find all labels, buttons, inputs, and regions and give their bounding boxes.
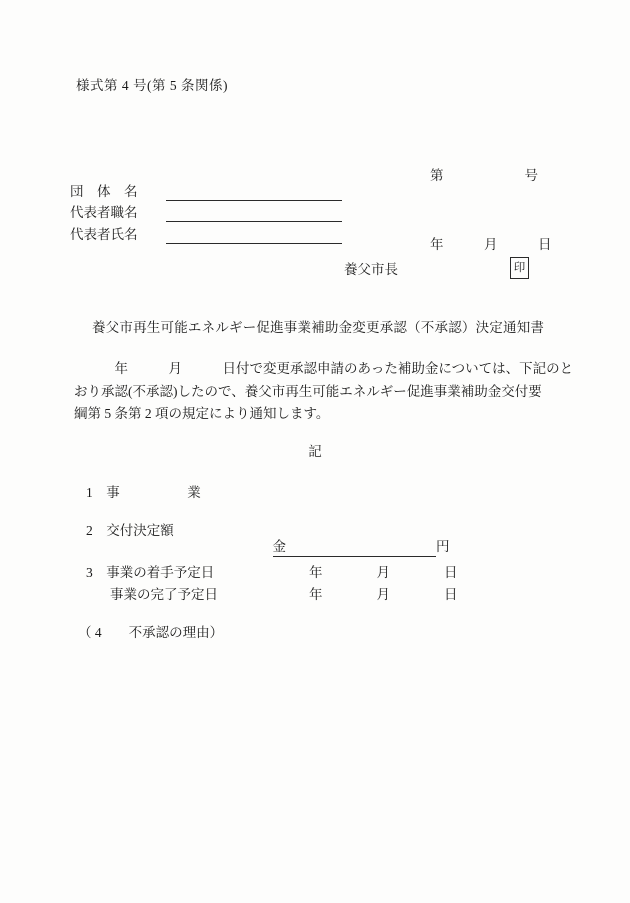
seal-stamp-box: 印 <box>510 257 529 279</box>
amount-underline-group[interactable] <box>273 535 437 557</box>
document-date-line: 年 月 日 <box>430 237 552 252</box>
item-3-completion-date-fields: 年 月 日 <box>309 587 458 602</box>
document-meta-block <box>430 118 552 302</box>
representative-name-fill-line[interactable] <box>166 228 342 244</box>
representative-position-fill-line[interactable] <box>166 206 342 222</box>
body-paragraph <box>74 358 574 426</box>
item-4-disapproval-reason: （ 4 不承認の理由） <box>78 625 224 640</box>
document-number-line: 第 号 <box>430 168 538 183</box>
body-line-3: 綱第 5 条第 2 項の規定により通知します。 <box>74 406 330 421</box>
body-line-2: おり承認(不承認)したので、養父市再生可能エネルギー促進事業補助金交付要 <box>74 383 542 399</box>
applicant-row <box>70 201 342 223</box>
form-number-label: 様式第 4 号(第 5 条関係) <box>76 78 228 93</box>
mayor-title-label: 養父市長 <box>344 262 398 277</box>
amount-suffix-label: 円 <box>436 539 450 554</box>
item-3-completion-date-label: 事業の完了予定日 <box>110 587 218 602</box>
representative-position-label: 代表者職名 <box>70 205 138 220</box>
item-1-project: 1 事 業 <box>86 485 201 500</box>
organization-name-label: 団 体 名 <box>70 183 138 199</box>
applicant-row <box>70 179 342 201</box>
applicant-block <box>70 179 342 244</box>
item-2-grant-amount-label: 2 交付決定額 <box>86 523 174 538</box>
ki-marker: 記 <box>308 444 322 459</box>
page-title: 養父市再生可能エネルギー促進事業補助金変更承認（不承認）決定通知書 <box>92 320 545 335</box>
applicant-row <box>70 222 342 244</box>
representative-name-label: 代表者氏名 <box>70 226 138 242</box>
body-line-1: 年 月 日付で変更承認申請のあった補助金については、下記のと <box>74 361 574 376</box>
item-3-start-date-fields: 年 月 日 <box>309 565 458 580</box>
item-3-start-date-label: 3 事業の着手予定日 <box>86 565 215 580</box>
amount-prefix-label: 金 <box>272 539 286 554</box>
organization-name-fill-line[interactable] <box>166 185 342 201</box>
